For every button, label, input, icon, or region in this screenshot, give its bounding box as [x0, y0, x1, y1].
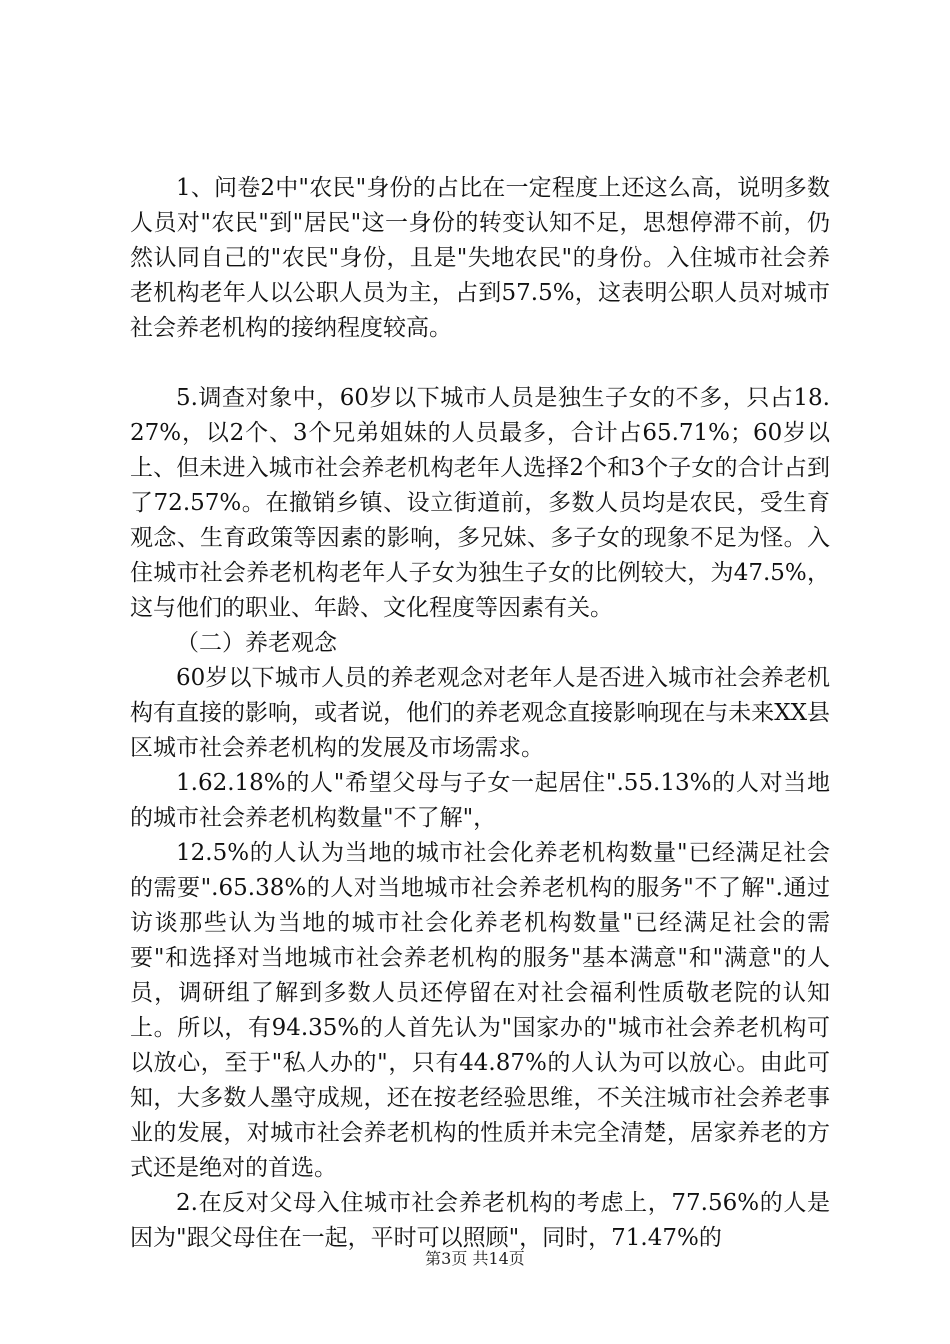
section-heading-elderly-care-concept: （二）养老观念 — [176, 630, 337, 656]
document-body — [130, 171, 830, 1256]
page-number-footer: 第3页 共14页 — [425, 1249, 525, 1268]
paragraph-identity: 1、问卷2中"农民"身份的占比在一定程度上还这么高，说明多数人员对"农民"到"居民"这一身份的转变认知不足，思想停滞不前，仍然认同自己的"农民"身份，且是"失地农民"的身份。入住城市社会养老机构老年人以公职人员为主，占到57.5%，这表明公职人员对城市社会养老机构的接纳程度较高。 — [130, 175, 830, 341]
paragraph-care-concept-intro: 60岁以下城市人员的养老观念对老年人是否进入城市社会养老机构有直接的影响，或者说，他们的养老观念直接影响现在与未来XX县区城市社会养老机构的发展及市场需求。 — [130, 665, 830, 761]
paragraph-only-child: 5.调查对象中，60岁以下城市人员是独生子女的不多，只占18.27%，以2个、3个兄弟姐妹的人员最多，合计占65.71%；60岁以上、但未进入城市社会养老机构老年人选择2个和3个子女的合计占到了72.57%。在撤销乡镇、设立街道前，多数人员均是农民，受生育观念、生育政策等因素的影响，多兄妹、多子女的现象不足为怪。入住城市社会养老机构老年人子女为独生子女的比例较大，为47.5%，这与他们的职业、年龄、文化程度等因素有关。 — [130, 385, 830, 621]
paragraph-point-2: 2.在反对父母入住城市社会养老机构的考虑上，77.56%的人是因为"跟父母住在一起，平时可以照顾"，同时，71.47%的 — [130, 1190, 830, 1251]
paragraph-point-1: 1.62.18%的人"希望父母与子女一起居住".55.13%的人对当地的城市社会养老机构数量"不了解"， — [130, 770, 830, 831]
paragraph-satisfaction: 12.5%的人认为当地的城市社会化养老机构数量"已经满足社会的需要".65.38%的人对当地城市社会养老机构的服务"不了解".通过访谈那些认为当地的城市社会化养老机构数量"已经满足社会的需要"和选择对当地城市社会养老机构的服务"基本满意"和"满意"的人员，调研组了解到多数人员还停留在对社会福利性质敬老院的认知上。所以，有94.35%的人首先认为"国家办的"城市社会养老机构可以放心，至于"私人办的"，只有44.87%的人认为可以放心。由此可知，大多数人墨守成规，还在按老经验思维，不关注城市社会养老事业的发展，对城市社会养老机构的性质并未完全清楚，居家养老的方式还是绝对的首选。 — [130, 840, 830, 1181]
